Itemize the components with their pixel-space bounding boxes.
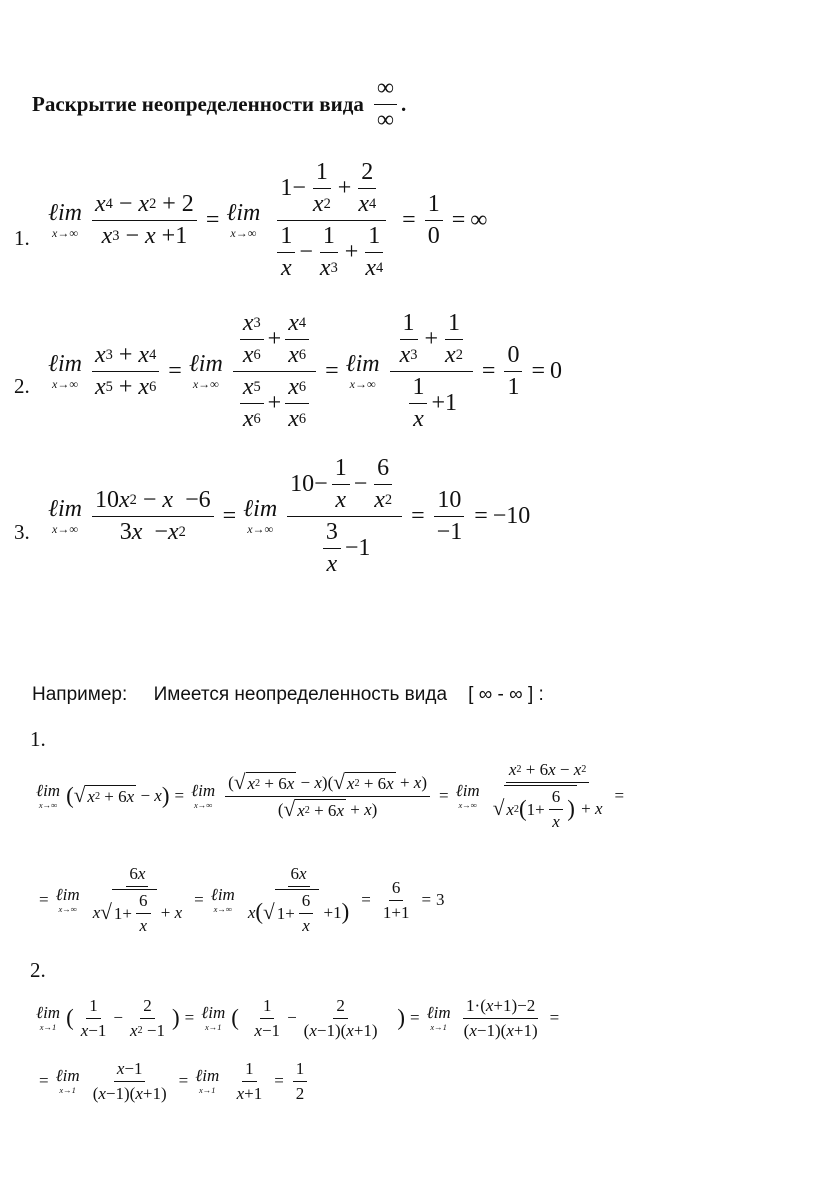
intro-line [32, 684, 544, 706]
fraction: 10− $\frac{1}{x}$ − 6 x 2 $\frac{3}{x}$ −1 [287, 455, 402, 578]
diff-example-2-line-2: = ℓim x→1 x −1 ( x −1)( x +1) = ℓim x→1 1 x +1 = $\frac{1}{2}$ [34, 1048, 311, 1114]
heading-fraction [374, 75, 397, 134]
limit-operator: ℓim x→∞ [226, 200, 261, 240]
fraction: x 2 + 6 x − x 2 √ x 2 ( 1+ $\frac{6}{x}$ ) + x [492, 760, 603, 831]
diff-example-2-label: 2. [30, 958, 46, 982]
example-1-label: 1. [14, 226, 30, 250]
limit-operator: ℓim x→1 [426, 1003, 451, 1033]
limit-operator: ℓim x→∞ [48, 496, 82, 536]
diff-example-1-line-2: = ℓim x→∞ 6 x x √ 1+ $\frac{6}{x}$ + x = ℓim x→∞ 6 x x ( √ 1+ $\frac{6}{x}$ +1 ) = $\frac{6}{1+1}$ = 3 [39, 864, 445, 935]
intro-text: Имеется неопределенность вида [153, 684, 448, 705]
limit-operator: ℓim x→1 [55, 1066, 80, 1096]
fraction: 1− 1 x 2 + 2 x 4 $\frac{1}{x}$ − 1 x 3 + 1 x 4 [270, 159, 393, 282]
section-heading [32, 76, 406, 132]
limit-operator: ℓim x→∞ [36, 781, 61, 811]
heading-frac-den: ∞ [376, 106, 394, 133]
limit-operator: ℓim x→∞ [243, 496, 278, 536]
limit-operator: ℓim x→∞ [345, 351, 380, 391]
diff-example-1-line-1: ℓim x→∞ ( √ x 2 + 6 x − x ) = ℓim x→∞ ( √ x 2 + 6 x − x )( √ x 2 + 6 x + x ) ( √ x 2 + 6 x + x ) = ℓim x→∞ x 2 + 6 x − x 2 √ x 2 ( 1+ $\frac{6}{x}$ ) + x = [36, 760, 625, 831]
limit-operator: ℓim x→∞ [48, 351, 82, 391]
heading-title: Раскрытие неопределенности вида [32, 91, 364, 116]
fraction: 6 x x ( √ 1+ $\frac{6}{x}$ +1 ) [247, 864, 350, 935]
example-2-label: 2. [14, 374, 30, 398]
intro-prefix: Например: [32, 684, 128, 705]
heading-end: . [400, 91, 407, 116]
limit-operator: ℓim x→∞ [191, 781, 216, 811]
diff-example-2-line-1: ℓim x→1 ( 1 x −1 − 2 x 2 −1 ) = ℓim x→1 ( 1 x −1 − 2 ( x −1)( x +1) ) = ℓim x→1 1·( x +1)−2 ( x −1)( x +1) = [36, 995, 560, 1040]
limit-operator: ℓim x→∞ [455, 781, 480, 811]
limit-operator: ℓim x→∞ [210, 885, 235, 915]
fraction: x 3 x 6 + x 4 x 6 x 5 x 6 + x 6 x 6 [233, 310, 316, 433]
fraction: 10 x 2 − x −6 3 x − x 2 [92, 487, 214, 546]
heading-frac-num: ∞ [374, 75, 397, 105]
intro-form: [ ∞ - ∞ ] : [468, 684, 544, 705]
example-3-label: 3. [14, 520, 30, 544]
example-1-formula: ℓim x→∞ x 4 − x 2 + 2 x 3 − x +1 = ℓim x→∞ 1− 1 x 2 + 2 x 4 $\frac{1}{x}$ − 1 x 3 + 1 x 4 = $\frac{1}{0}$ = ∞ [48, 158, 488, 281]
limit-operator: ℓim x→∞ [48, 200, 82, 240]
fraction: x 4 − x 2 + 2 x 3 − x +1 [92, 191, 197, 250]
example-2-formula: ℓim x→∞ x 3 + x 4 x 5 + x 6 = ℓim x→∞ x 3 x 6 + x 4 x 6 x 5 x 6 + x 6 x 6 = ℓim x→∞ 1 x 3 + 1 x 2 $\frac{1}{x}$ +1 = $\frac{0}{1}$ = 0 [48, 309, 562, 432]
limit-operator: ℓim x→1 [36, 1003, 61, 1033]
limit-operator: ℓim x→1 [195, 1066, 220, 1096]
fraction: ( √ x 2 + 6 x − x )( √ x 2 + 6 x + x ) ( √ x 2 + 6 x + x ) [225, 772, 430, 821]
diff-example-1-label: 1. [30, 727, 46, 751]
fraction: 6 x x √ 1+ $\frac{6}{x}$ + x [92, 864, 183, 935]
limit-operator: ℓim x→∞ [188, 351, 223, 391]
limit-operator: ℓim x→1 [201, 1003, 226, 1033]
fraction: x 3 + x 4 x 5 + x 6 [92, 342, 159, 401]
fraction: 1 x 3 + 1 x 2 $\frac{1}{x}$ +1 [390, 310, 473, 433]
limit-operator: ℓim x→∞ [55, 885, 80, 915]
example-3-formula: ℓim x→∞ 10 x 2 − x −6 3 x − x 2 = ℓim x→∞ 10− $\frac{1}{x}$ − 6 x 2 $\frac{3}{x}$ −1 = $\frac{10}{-1}$ = −10 [48, 454, 531, 577]
